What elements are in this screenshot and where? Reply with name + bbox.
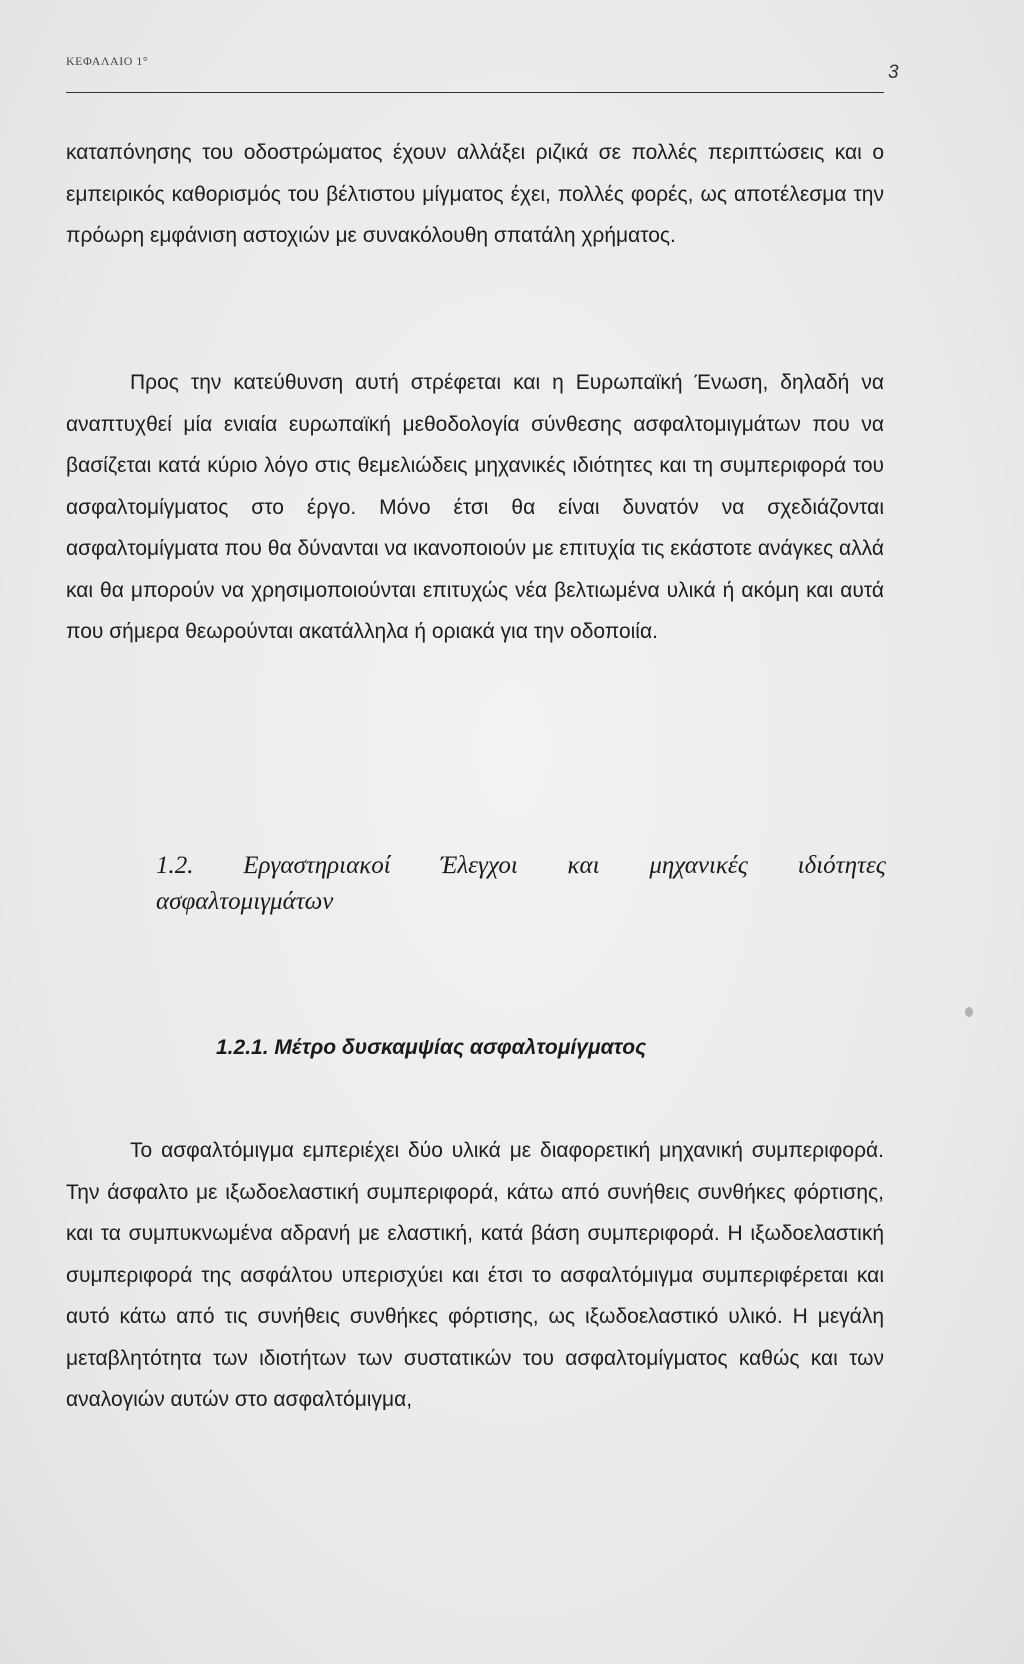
section-title-word: Εργαστηριακοί bbox=[243, 852, 391, 879]
header-rule bbox=[66, 92, 884, 93]
subsection-heading: 1.2.1. Μέτρο δυσκαμψίας ασφαλτομίγματος bbox=[216, 1036, 647, 1059]
scan-smudge bbox=[965, 1007, 973, 1017]
section-title-word: Έλεγχοι bbox=[440, 852, 518, 879]
section-title-word: και bbox=[567, 852, 600, 879]
section-title-word: μηχανικές bbox=[649, 852, 748, 879]
paragraph-1: καταπόνησης του οδοστρώματος έχουν αλλάξει ριζικά σε πολλές περιπτώσεις και ο εμπειρικός καθορισμός του βέλτιστου μίγματος έχει, πολλές φορές, ως αποτέλεσμα την πρόωρη εμφάνιση αστοχιών με συνακόλουθη σπατάλη χρήματος. bbox=[66, 141, 884, 247]
running-head: ΚΕΦΑΛΑΙΟ 1° bbox=[66, 54, 149, 68]
section-number: 1.2. bbox=[156, 852, 194, 879]
section-heading bbox=[156, 848, 886, 920]
section-title-word: ιδιότητες bbox=[797, 852, 886, 879]
section-title-line-2: ασφαλτομιγμάτων bbox=[156, 888, 334, 915]
paragraph-3: Το ασφαλτόμιγμα εμπεριέχει δύο υλικά με διαφορετική μηχανική συμπεριφορά. Την άσφαλτο με ιξωδοελαστική συμπεριφορά, κάτω από συνήθεις συνθήκες φόρτισης, και τα συμπυκνωμένα αδρανή με ελαστική, κατά βάση συμπεριφορά. Η ιξωδοελαστική συμπεριφορά της ασφάλτου υπερισχύει και έτσι το ασφαλτόμιγμα συμπεριφέρεται και αυτό κάτω από τις συνήθεις συνθήκες φόρτισης, ως ιξωδοελαστικό υλικό. Η μεγάλη μεταβλητότητα των ιδιοτήτων των συστατικών του ασφαλτομίγματος καθώς και των αναλογιών αυτών στο ασφαλτόμιγμα, bbox=[66, 1139, 884, 1411]
paragraph-2: Προς την κατεύθυνση αυτή στρέφεται και η Ευρωπαϊκή Ένωση, δηλαδή να αναπτυχθεί μία ενιαία ευρωπαϊκή μεθοδολογία σύνθεσης ασφαλτομιγμάτων που να βασίζεται κατά κύριο λόγο στις θεμελιώδεις μηχανικές ιδιότητες και τη συμπεριφορά του ασφαλτομίγματος στο έργο. Μόνο έτσι θα είναι δυνατόν να σχεδιάζονται ασφαλτομίγματα που θα δύνανται να ικανοποιούν με επιτυχία τις εκάστοτε ανάγκες αλλά και θα μπορούν να χρησιμοποιούνται επιτυχώς νέα βελτιωμένα υλικά ή ακόμη και αυτά που σήμερα θεωρούνται ακατάλληλα ή οριακά για την οδοποιία. bbox=[66, 371, 884, 643]
page-number: 3 bbox=[888, 62, 899, 83]
